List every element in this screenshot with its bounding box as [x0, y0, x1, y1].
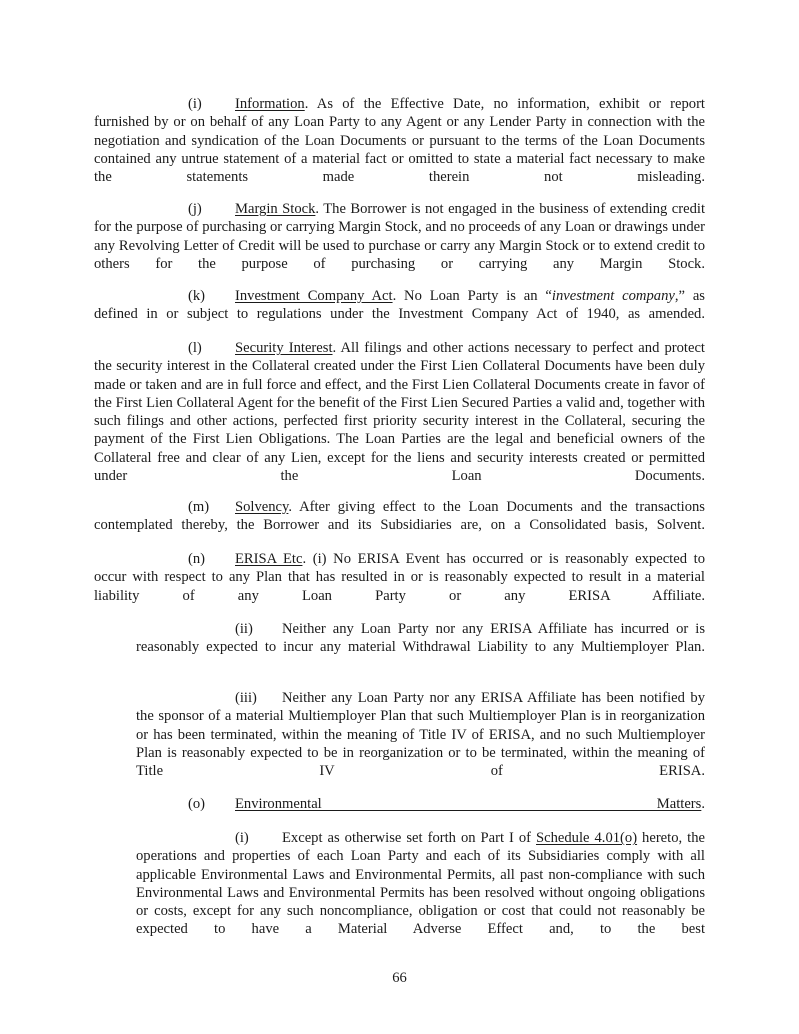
section-text: hereto, the operations and properties of each Loan Party and each of its Subsidiaries comply with all applicable Environmental Laws and Environmental Permits, all past non-compliance with such Environmental Laws and Environmental Permits has been resolved without ongoing obligations or costs, except for any such noncompliance, obligation or cost that could not reasonably be expected to have a Material Adverse Effect and, to the best — [136, 830, 705, 938]
section-text: . (i) No ERISA Event has occurred or is reasonably expected to occur with respect to any Plan that has resulted in or is reasonably expected to result in a material liability of any Loan Party or any ERISA Affiliate. — [94, 551, 705, 604]
section-number: (j) — [188, 201, 202, 217]
section-text: . — [701, 796, 705, 812]
section-i — [94, 95, 705, 205]
section-n — [94, 550, 705, 623]
section-k — [94, 287, 705, 342]
schedule-reference: Schedule 4.01(o) — [536, 830, 638, 846]
section-number: (o) — [188, 796, 206, 812]
section-text: ,” as defined in or subject to regulations under the Investment Company Act of 1940, as amended. — [94, 288, 705, 323]
page-number: 66 — [392, 970, 407, 986]
section-heading: Security Interest — [235, 340, 333, 356]
section-o-i — [136, 829, 705, 957]
section-text: . After giving effect to the Loan Documents and the transactions contemplated thereby, the Borrower and its Subsidiaries are, on a Consolidated basis, Solvent. — [94, 499, 705, 534]
section-text: . The Borrower is not engaged in the business of extending credit for the purpose of purchasing or carrying Margin Stock, and no proceeds of any Loan or drawings under any Revolving Letter of Credit will be used to purchase or carry any Margin Stock or to extend credit to others for the purpose of purchasing or carrying any Margin Stock. — [94, 201, 705, 272]
section-o — [94, 795, 705, 832]
section-number: (i) — [235, 830, 249, 846]
section-number: (ii) — [235, 621, 253, 637]
section-heading: Solvency — [235, 499, 289, 515]
section-text: Neither any Loan Party nor any ERISA Affiliate has been notified by the sponsor of a material Multiemployer Plan that such Multiemployer Plan is in reorganization or has been terminated, within the meaning of Title IV of ERISA, and no such Multiemployer Plan is reasonably expected to be in reorganization or to be terminated, within the meaning of Title IV of ERISA. — [136, 690, 705, 780]
section-text: . No Loan Party is an “ — [392, 288, 552, 304]
section-number: (iii) — [235, 690, 257, 706]
section-l — [94, 339, 705, 504]
section-text: Except as otherwise set forth on Part I of — [282, 830, 537, 846]
section-heading: Environmental Matters — [235, 796, 702, 812]
section-heading: ERISA Etc — [235, 551, 303, 567]
section-m — [94, 498, 705, 553]
section-number: (n) — [188, 551, 206, 567]
section-heading: Margin Stock — [235, 201, 316, 217]
section-number: (l) — [188, 340, 202, 356]
section-italic-term: investment company — [551, 288, 675, 304]
section-j — [94, 200, 705, 291]
section-heading: Information — [235, 96, 305, 112]
section-text: . All filings and other actions necessary to perfect and protect the security interest in the Collateral created under the First Lien Collateral Documents have been duly made or taken and are in full force and effect, and the First Lien Collateral Documents create in favor of the First Lien Collateral Agent for the benefit of the First Lien Secured Parties a valid and, together with such filings and other actions, perfected first priority security interest in the Collateral, securing the payment of the First Lien Obligations. The Loan Parties are the legal and beneficial owners of the Collateral free and clear of any Lien, except for the liens and security interests created or permitted under the Loan Documents. — [94, 340, 705, 485]
section-n-iii — [136, 689, 705, 799]
section-number: (k) — [188, 288, 206, 304]
section-heading: Investment Company Act — [235, 288, 393, 304]
section-text: . As of the Effective Date, no information, exhibit or report furnished by or on behalf of any Loan Party to any Agent or any Lender Party in connection with the negotiation and syndication of the Loan Documents or pursuant to the terms of the Loan Documents contained any untrue statement of a material fact or omitted to state a material fact necessary to make the statements made therein not misleading. — [94, 96, 705, 186]
section-text: Neither any Loan Party nor any ERISA Affiliate has incurred or is reasonably expected to incur any material Withdrawal Liability to any Multiemployer Plan. — [136, 621, 705, 656]
section-n-ii — [136, 620, 705, 675]
section-number: (m) — [188, 499, 210, 515]
section-number: (i) — [188, 96, 202, 112]
